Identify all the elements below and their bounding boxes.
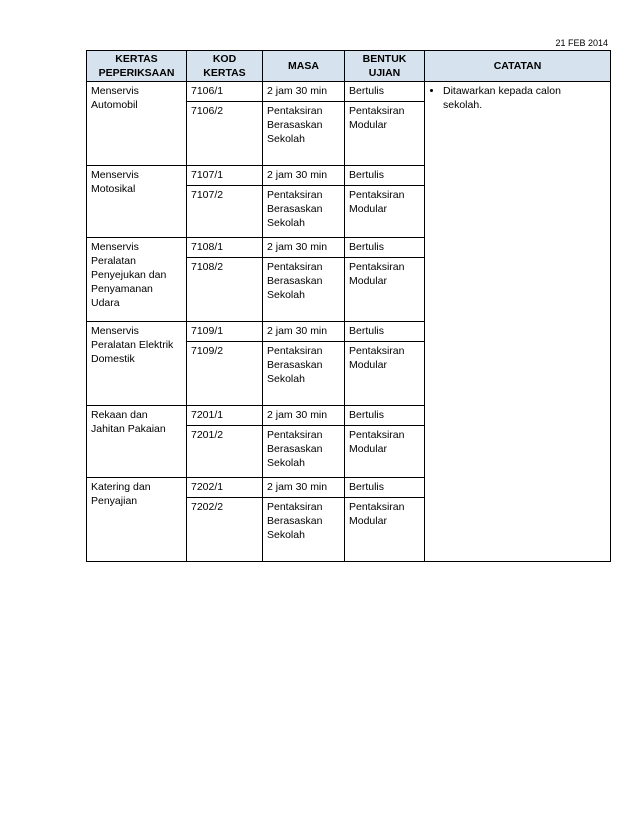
paper-time-cell [263, 406, 345, 426]
subject-name-cell [87, 238, 187, 322]
paper-type-line: Bertulis [349, 85, 385, 97]
paper-time-line: Sekolah [267, 529, 305, 541]
paper-type-cell [345, 238, 425, 258]
subject-name-line: Penyamanan [91, 283, 153, 295]
subject-name-line: Domestik [91, 353, 135, 365]
paper-code-cell: 7107/1 [187, 166, 263, 186]
paper-time-line: Pentaksiran [267, 189, 323, 201]
paper-type-line: Bertulis [349, 325, 385, 337]
paper-time-line: Sekolah [267, 457, 305, 469]
subject-name-cell [87, 406, 187, 478]
paper-time-line: 2 jam 30 min [267, 241, 328, 253]
paper-type-line: Modular [349, 359, 387, 371]
subject-name-line: Katering dan [91, 481, 151, 493]
paper-type-cell [345, 258, 425, 322]
paper-time-cell [263, 186, 345, 238]
paper-type-line: Modular [349, 515, 387, 527]
subject-name-cell [87, 166, 187, 238]
table-row [87, 82, 611, 102]
paper-code-cell: 7109/2 [187, 342, 263, 406]
paper-time-line: 2 jam 30 min [267, 85, 328, 97]
catatan-item [443, 84, 606, 112]
subject-name-line: Menservis [91, 169, 139, 181]
paper-type-cell [345, 406, 425, 426]
subject-name-line: Motosikal [91, 183, 136, 195]
paper-code-cell: 7202/1 [187, 478, 263, 498]
paper-time-cell [263, 102, 345, 166]
paper-time-line: 2 jam 30 min [267, 409, 328, 421]
paper-code-cell: 7108/2 [187, 258, 263, 322]
subject-name-cell [87, 82, 187, 166]
paper-type-cell [345, 478, 425, 498]
paper-time-line: Berasaskan [267, 275, 323, 287]
exam-papers-table [86, 50, 611, 562]
header-kod-line1: KOD [212, 53, 237, 65]
paper-time-cell [263, 478, 345, 498]
subject-name-line: Peralatan [91, 255, 136, 267]
paper-code-cell: 7106/2 [187, 102, 263, 166]
subject-name-line: Automobil [91, 99, 138, 111]
subject-name-line: Penyejukan dan [91, 269, 167, 281]
catatan-cell [425, 82, 611, 562]
paper-type-line: Pentaksiran [349, 501, 405, 513]
header-kertas-line1: KERTAS [115, 53, 158, 65]
paper-code-cell: 7202/2 [187, 498, 263, 562]
paper-time-line: Berasaskan [267, 515, 323, 527]
header-catatan: CATATAN [425, 51, 611, 82]
paper-time-line: Berasaskan [267, 119, 323, 131]
paper-type-cell [345, 102, 425, 166]
paper-time-line: Pentaksiran [267, 261, 323, 273]
paper-type-line: Pentaksiran [349, 105, 405, 117]
subject-name-line: Menservis [91, 241, 139, 253]
paper-time-line: 2 jam 30 min [267, 481, 328, 493]
paper-time-line: Pentaksiran [267, 345, 323, 357]
paper-type-line: Modular [349, 119, 387, 131]
catatan-line: sekolah. [443, 99, 483, 111]
paper-type-line: Pentaksiran [349, 189, 405, 201]
paper-time-line: Berasaskan [267, 203, 323, 215]
subject-name-cell [87, 322, 187, 406]
paper-type-cell [345, 186, 425, 238]
subject-name-line: Jahitan Pakaian [91, 423, 166, 435]
paper-type-line: Pentaksiran [349, 345, 405, 357]
catatan-list [429, 84, 606, 112]
header-kertas-peperiksaan [87, 51, 187, 82]
subject-name-cell [87, 478, 187, 562]
paper-time-line: Sekolah [267, 217, 305, 229]
subject-name-line: Rekaan dan [91, 409, 148, 421]
paper-time-line: Sekolah [267, 289, 305, 301]
subject-name-line: Menservis [91, 325, 139, 337]
paper-type-line: Bertulis [349, 481, 385, 493]
header-masa: MASA [263, 51, 345, 82]
paper-type-line: Bertulis [349, 409, 385, 421]
paper-time-line: Sekolah [267, 133, 305, 145]
paper-time-line: Pentaksiran [267, 429, 323, 441]
header-kertas-line2: PEPERIKSAAN [98, 67, 175, 79]
paper-type-line: Modular [349, 203, 387, 215]
paper-time-cell [263, 426, 345, 478]
paper-code-cell: 7201/1 [187, 406, 263, 426]
paper-code-cell: 7107/2 [187, 186, 263, 238]
paper-type-line: Pentaksiran [349, 429, 405, 441]
subject-name-line: Udara [91, 297, 120, 309]
paper-type-line: Modular [349, 275, 387, 287]
paper-time-line: Sekolah [267, 373, 305, 385]
paper-type-cell [345, 322, 425, 342]
paper-type-line: Bertulis [349, 241, 385, 253]
paper-time-line: Berasaskan [267, 359, 323, 371]
table-body [87, 82, 611, 562]
paper-type-line: Pentaksiran [349, 261, 405, 273]
paper-type-cell [345, 82, 425, 102]
header-row [87, 51, 611, 82]
paper-code-cell: 7108/1 [187, 238, 263, 258]
paper-code-cell: 7201/2 [187, 426, 263, 478]
header-bentuk-ujian [345, 51, 425, 82]
header-bentuk-line2: UJIAN [368, 67, 401, 79]
paper-time-cell [263, 258, 345, 322]
paper-type-line: Modular [349, 443, 387, 455]
paper-type-cell [345, 426, 425, 478]
paper-time-line: 2 jam 30 min [267, 169, 328, 181]
document-date: 21 FEB 2014 [555, 38, 608, 48]
header-kod-line2: KERTAS [203, 67, 246, 79]
subject-name-line: Penyajian [91, 495, 138, 507]
paper-time-cell [263, 322, 345, 342]
paper-type-cell [345, 166, 425, 186]
paper-time-cell [263, 238, 345, 258]
paper-time-line: Pentaksiran [267, 501, 323, 513]
paper-type-line: Bertulis [349, 169, 385, 181]
paper-time-cell [263, 82, 345, 102]
paper-code-cell: 7109/1 [187, 322, 263, 342]
subject-name-line: Menservis [91, 85, 139, 97]
catatan-line: • Ditawarkan kepada calon [443, 85, 561, 97]
paper-time-cell [263, 342, 345, 406]
paper-type-cell [345, 342, 425, 406]
header-bentuk-line1: BENTUK [362, 53, 407, 65]
header-kod-kertas [187, 51, 263, 82]
paper-time-cell [263, 498, 345, 562]
paper-time-cell [263, 166, 345, 186]
subject-name-line: Peralatan Elektrik [91, 339, 174, 351]
paper-time-line: Pentaksiran [267, 105, 323, 117]
paper-time-line: 2 jam 30 min [267, 325, 328, 337]
paper-type-cell [345, 498, 425, 562]
paper-time-line: Berasaskan [267, 443, 323, 455]
paper-code-cell: 7106/1 [187, 82, 263, 102]
